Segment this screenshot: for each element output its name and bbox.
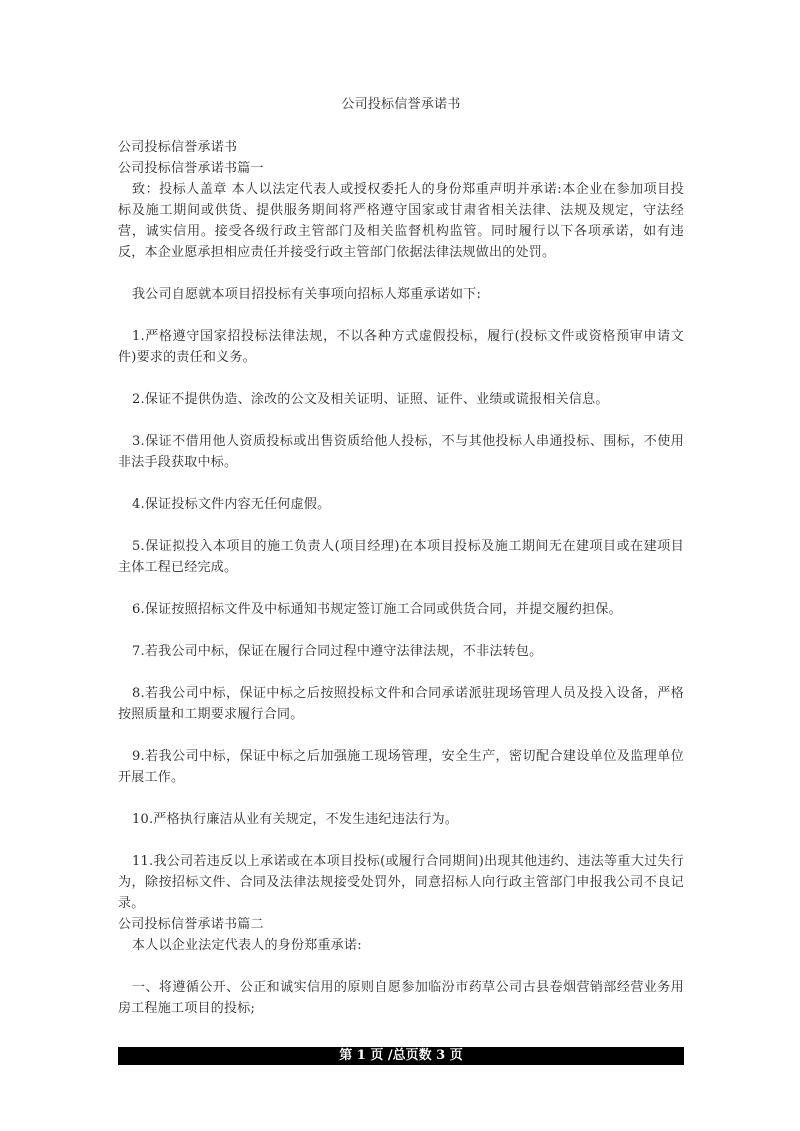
spacer — [118, 788, 684, 809]
commitment-item: 4.保证投标文件内容无任何虚假。 — [132, 497, 331, 512]
spacer — [118, 515, 684, 536]
spacer — [118, 662, 684, 683]
spacer — [118, 620, 684, 641]
spacer — [118, 473, 684, 494]
spacer — [118, 830, 684, 851]
page-footer: 第 1 页 /总页数 3 页 — [118, 1047, 684, 1065]
spacer — [118, 263, 684, 284]
commitment-statement: 本人以企业法定代表人的身份郑重承诺: — [132, 938, 362, 953]
commitment-item: 11.我公司若违反以上承诺或在本项目投标(或履行合同期间)出现其他违约、违法等重大过失行为，除按招标文件、合同及法律法规接受处罚外，同意招标人向行政主管部门申报我公司不良记录。 — [118, 854, 684, 911]
commitment-item: 7.若我公司中标，保证在履行合同过程中遵守法律法规，不非法转包。 — [132, 644, 543, 659]
section-heading: 公司投标信誉承诺书 — [118, 140, 238, 155]
lead-paragraph: 我公司自愿就本项目招投标有关事项向招标人郑重承诺如下: — [132, 287, 482, 302]
commitment-item: 一、将遵循公开、公正和诚实信用的原则自愿参加临汾市药草公司古县卷烟营销部经营业务用房工程施工项目的投标; — [118, 980, 684, 1016]
spacer — [118, 956, 684, 977]
spacer — [118, 410, 684, 431]
spacer — [118, 368, 684, 389]
commitment-item: 9.若我公司中标，保证中标之后加强施工现场管理，安全生产，密切配合建设单位及监理单位开展工作。 — [118, 749, 684, 785]
commitment-item: 8.若我公司中标，保证中标之后按照投标文件和合同承诺派驻现场管理人员及投入设备，严格按照质量和工期要求履行合同。 — [118, 686, 684, 722]
commitment-item: 6.保证按照招标文件及中标通知书规定签订施工合同或供货合同，并提交履约担保。 — [132, 602, 622, 617]
intro-paragraph: 致：投标人盖章 本人以法定代表人或授权委托人的身份郑重声明并承诺:本企业在参加项目投标及施工期间或供货、提供服务期间将严格遵守国家或甘肃省相关法律、法规及规定，守法经营，诚实信用。接受各级行政主管部门及相关监督机构监管。同时履行以下各项承诺，如有违反，本企业愿承担相应责任并接受行政主管部门依据法律法规做出的处罚。 — [118, 182, 684, 260]
commitment-item: 1.严格遵守国家招投标法律法规，不以各种方式虚假投标，履行(投标文件或资格预审申请文件)要求的责任和义务。 — [118, 329, 684, 365]
document-page — [118, 94, 684, 1019]
section-heading-part-one: 公司投标信誉承诺书篇一 — [118, 161, 264, 176]
commitment-item: 5.保证拟投入本项目的施工负责人(项目经理)在本项目投标及施工期间无在建项目或在建项目主体工程已经完成。 — [118, 539, 684, 575]
document-title: 公司投标信誉承诺书 — [341, 97, 461, 112]
commitment-item: 3.保证不借用他人资质投标或出售资质给他人投标，不与其他投标人串通投标、围标，不使用非法手段获取中标。 — [118, 434, 684, 470]
spacer — [118, 578, 684, 599]
commitment-item: 10.严格执行廉洁从业有关规定，不发生违纪违法行为。 — [132, 812, 459, 827]
spacer — [118, 725, 684, 746]
spacer — [118, 305, 684, 326]
section-heading-part-two: 公司投标信誉承诺书篇二 — [118, 917, 264, 932]
commitment-item: 2.保证不提供伪造、涂改的公文及相关证明、证照、证件、业绩或谎报相关信息。 — [132, 392, 609, 407]
